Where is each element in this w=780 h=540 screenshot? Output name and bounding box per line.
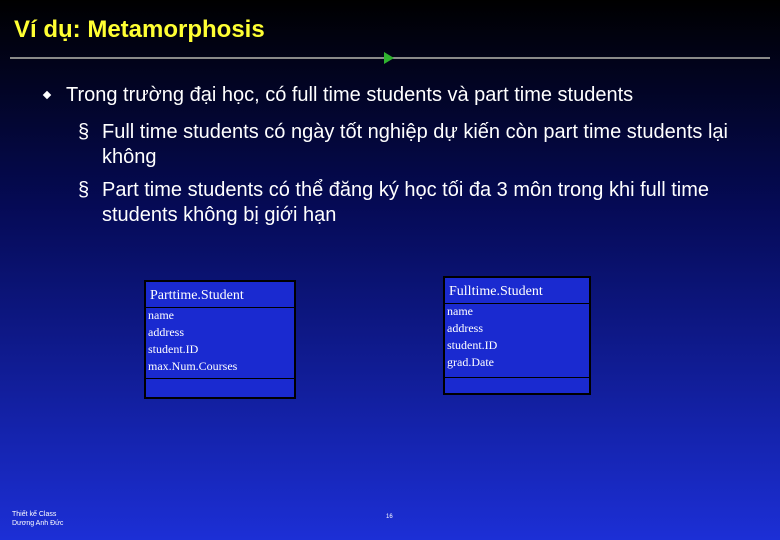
fulltime-student-class [443, 276, 591, 395]
class-attributes [148, 307, 237, 375]
sub-bullet-text: Part time students có thể đăng ký học tối đa 3 môn trong khi full time students không bị giới hạn [102, 179, 709, 226]
section-bullet-icon: § [78, 121, 90, 143]
sub-bullet-text: Full time students có ngày tốt nghiệp dự kiến còn part time students lại không [102, 121, 728, 168]
class-divider [146, 378, 294, 379]
attribute: name [447, 304, 473, 318]
attribute: max.Num.Courses [148, 359, 238, 373]
attribute: student.ID [447, 338, 498, 352]
section-bullet-icon: § [78, 179, 90, 201]
class-divider [445, 377, 589, 378]
slide-title: Ví dụ: Metamorphosis [14, 16, 265, 43]
diamond-bullet-icon [43, 91, 51, 99]
attribute: address [447, 321, 483, 335]
attribute: address [148, 325, 184, 339]
attribute: grad.Date [447, 355, 494, 369]
class-name: Parttime.Student [150, 288, 244, 303]
attribute: student.ID [148, 342, 199, 356]
footer-line: Thiết kế Class [12, 511, 57, 518]
class-attributes [447, 303, 497, 371]
slide-footer [12, 510, 63, 528]
footer-line: Dương Anh Đức [12, 520, 64, 527]
attribute: name [148, 308, 174, 322]
class-name: Fulltime.Student [449, 284, 543, 299]
parttime-student-class [144, 280, 296, 399]
page-number: 16 [386, 514, 393, 520]
bullet-text: Trong trường đại học, có full time students và part time students [66, 84, 634, 106]
divider-arrow-icon [384, 52, 394, 64]
